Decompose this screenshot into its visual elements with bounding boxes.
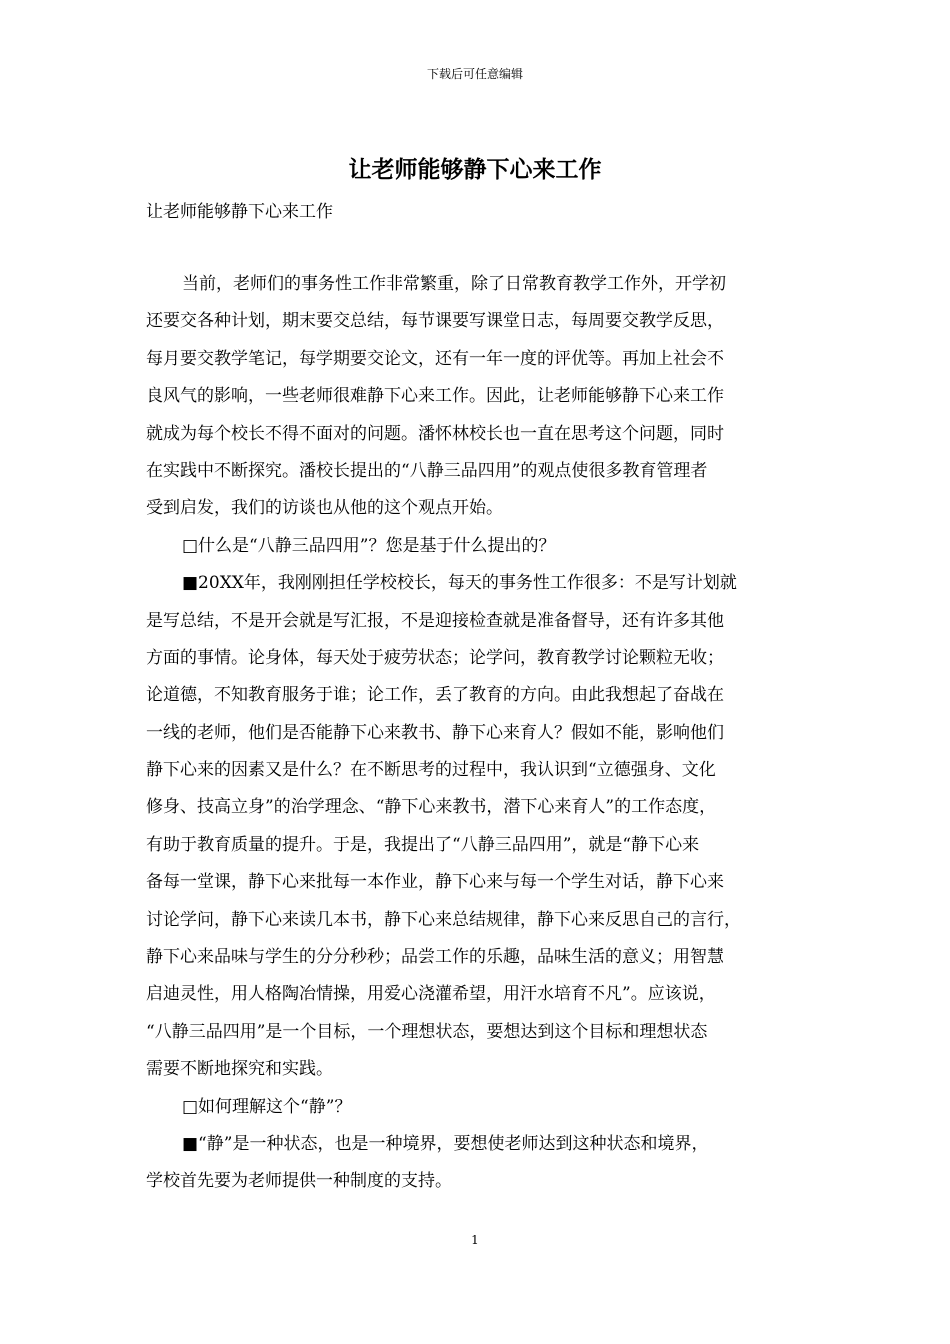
text-line: 每月要交教学笔记，每学期要交论文，还有一年一度的评优等。再加上社会不 <box>146 348 724 369</box>
text-line: “八静三品四用”是一个目标，一个理想状态，要想达到这个目标和理想状态 <box>146 1021 708 1042</box>
text-line: ■20XX年，我刚刚担任学校校长，每天的事务性工作很多：不是写计划就 <box>182 573 737 594</box>
document-subtitle: 让老师能够静下心来工作 <box>146 202 333 222</box>
text-line: 受到启发，我们的访谈也从他的这个观点开始。 <box>146 498 503 519</box>
text-line: 是写总结，不是开会就是写汇报，不是迎接检查就是准备督导，还有许多其他 <box>146 610 724 631</box>
text-line: 需要不断地探究和实践。 <box>146 1059 333 1080</box>
text-line: 启迪灵性，用人格陶冶情操，用爱心浇灌希望，用汗水培育不凡”。应该说， <box>146 984 716 1005</box>
text-line: 一线的老师，他们是否能静下心来教书、静下心来育人？假如不能，影响他们 <box>146 722 724 743</box>
text-line: 当前，老师们的事务性工作非常繁重，除了日常教育教学工作外，开学初 <box>182 274 726 294</box>
text-line: 良风气的影响，一些老师很难静下心来工作。因此，让老师能够静下心来工作 <box>146 386 724 407</box>
text-line: □如何理解这个“静”？ <box>182 1096 352 1117</box>
text-line: 在实践中不断探究。潘校长提出的“八静三品四用”的观点使很多教育管理者 <box>146 460 708 481</box>
text-line: 备每一堂课，静下心来批每一本作业，静下心来与每一个学生对话，静下心来 <box>146 872 724 893</box>
page-header: 下载后可任意编辑 <box>426 67 523 81</box>
page-number: 1 <box>471 1233 479 1247</box>
text-line: 静下心来品味与学生的分分秒秒；品尝工作的乐趣，品味生活的意义；用智慧 <box>146 947 724 968</box>
document-title: 让老师能够静下心来工作 <box>348 156 602 183</box>
text-line: 还要交各种计划，期末要交总结，每节课要写课堂日志，每周要交教学反思， <box>146 311 724 332</box>
text-line: 学校首先要为老师提供一种制度的支持。 <box>146 1171 452 1192</box>
text-line: 论道德，不知教育服务于谁；论工作，丢了教育的方向。由此我想起了奋战在 <box>146 685 724 706</box>
text-line: 静下心来的因素又是什么？在不断思考的过程中，我认识到“立德强身、文化 <box>146 760 716 781</box>
text-line: 讨论学问，静下心来读几本书，静下心来总结规律，静下心来反思自己的言行， <box>146 909 741 930</box>
text-line: 方面的事情。论身体，每天处于疲劳状态；论学问，教育教学讨论颗粒无收； <box>146 647 724 668</box>
text-line: ■“静”是一种状态，也是一种境界，要想使老师达到这种状态和境界， <box>182 1133 709 1154</box>
text-line: 就成为每个校长不得不面对的问题。潘怀林校长也一直在思考这个问题，同时 <box>146 423 724 444</box>
text-line: □什么是“八静三品四用”？您是基于什么提出的？ <box>182 535 556 556</box>
document-body <box>146 266 846 1201</box>
text-line: 修身、技高立身”的治学理念、“静下心来教书，潜下心来育人”的工作态度， <box>146 797 717 818</box>
text-line: 有助于教育质量的提升。于是，我提出了“八静三品四用”，就是“静下心来 <box>146 834 700 855</box>
